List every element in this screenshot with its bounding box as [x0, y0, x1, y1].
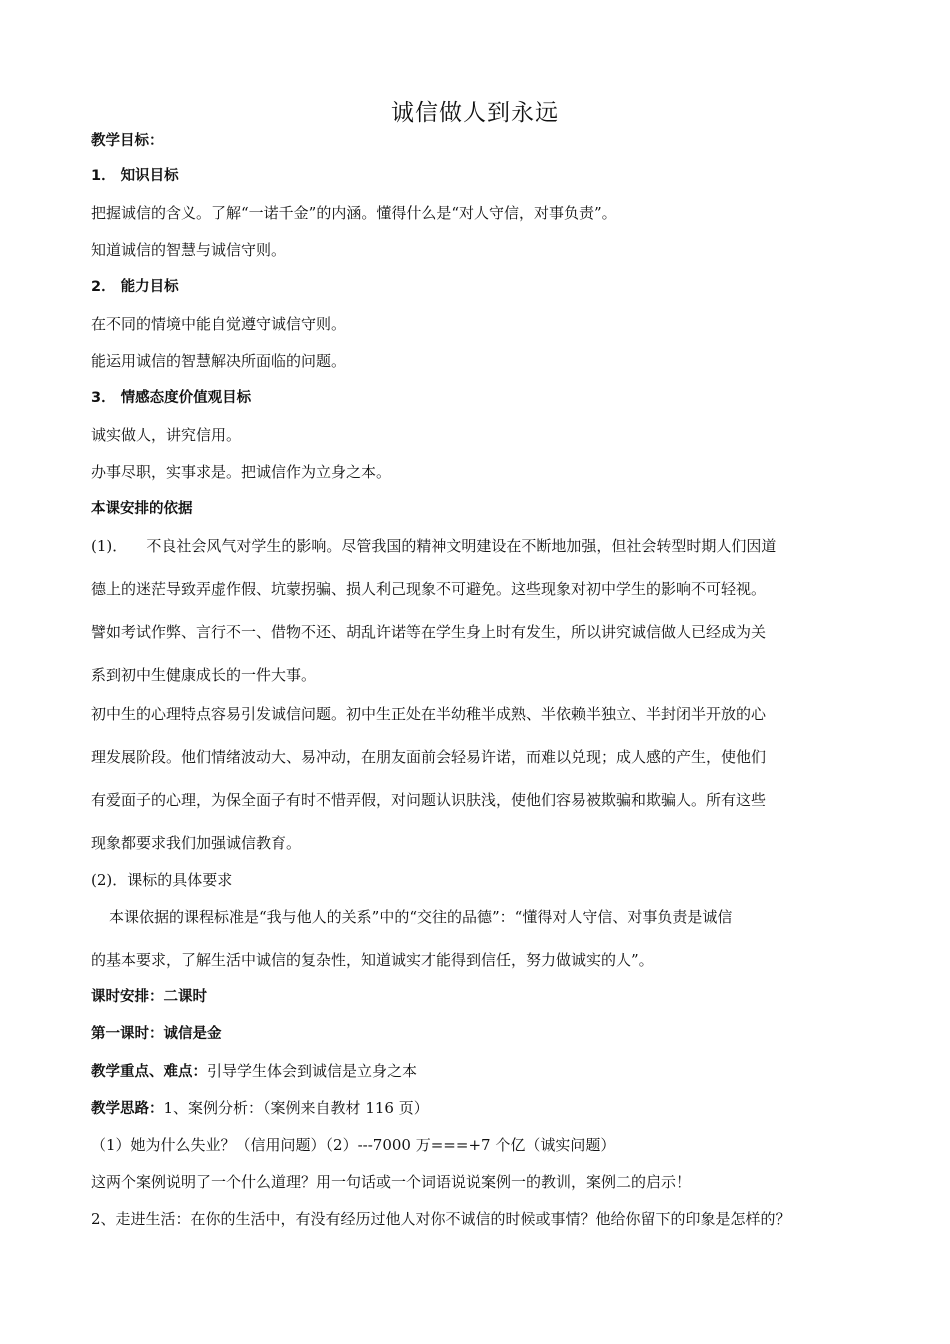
paragraph-line: 系到初中生健康成长的一件大事。: [91, 666, 317, 684]
paragraph-line: 办事尽职，实事求是。把诚信作为立身之本。: [91, 463, 392, 481]
key-points-line: [91, 1060, 881, 1083]
heading-knowledge-goal: 1． 知识目标: [91, 168, 179, 184]
heading-first-lesson: 第一课时：诚信是金: [91, 1026, 222, 1042]
paragraph-line: 德上的迷茫导致弄虚作假、坑蒙拐骗、损人利己现象不可避免。这些现象对初中学生的影响不可轻视。: [91, 580, 767, 598]
paragraph-line: 譬如考试作弊、言行不一、借物不还、胡乱许诺等在学生身上时有发生，所以讲究诚信做人已经成为关: [91, 623, 767, 641]
paragraph-line: 的基本要求，了解生活中诚信的复杂性，知道诚实才能得到信任，努力做诚实的人”。: [91, 951, 654, 969]
heading-teaching-goals: 教学目标：: [91, 133, 164, 149]
paragraph-line: （1）她为什么失业？（信用问题）（2）---7000 万===+7 个亿（诚实问题）: [91, 1136, 616, 1154]
paragraph-line: (1)． 不良社会风气对学生的影响。尽管我国的精神文明建设在不断地加强，但社会转型时期人们因道: [91, 537, 777, 555]
key-points-text: 引导学生体会到诚信是立身之本: [207, 1062, 418, 1080]
key-points-label: 教学重点、难点：: [91, 1064, 207, 1080]
paragraph-line: 把握诚信的含义。了解“一诺千金”的内涵。懂得什么是“对人守信，对事负责”。: [91, 204, 617, 222]
heading-values-goal: 3． 情感态度价值观目标: [91, 390, 252, 406]
paragraph-line: 诚实做人，讲究信用。: [91, 426, 242, 444]
paragraph-line: 这两个案例说明了一个什么道理？用一句话或一个词语说说案例一的教训，案例二的启示！: [91, 1173, 692, 1191]
teaching-idea-line: [91, 1097, 881, 1120]
subheading-curriculum: (2)．课标的具体要求: [91, 871, 233, 889]
document-title: 诚信做人到永远: [391, 100, 559, 126]
paragraph-line: 能运用诚信的智慧解决所面临的问题。: [91, 352, 347, 370]
paragraph-line: 有爱面子的心理，为保全面子有时不惜弄假，对问题认识肤浅，使他们容易被欺骗和欺骗人。所有这些: [91, 791, 767, 809]
paragraph-line: 知道诚信的智慧与诚信守则。: [91, 241, 287, 259]
heading-schedule: 课时安排：二课时: [91, 989, 207, 1005]
teaching-idea-text: 1、案例分析：（案例来自教材 116 页）: [163, 1099, 429, 1117]
paragraph-line: 现象都要求我们加强诚信教育。: [91, 834, 302, 852]
paragraph-line: 2、走进生活：在你的生活中，有没有经历过他人对你不诚信的时候或事情？他给你留下的印象是怎样的？: [91, 1210, 791, 1228]
paragraph-line: 理发展阶段。他们情绪波动大、易冲动，在朋友面前会轻易许诺，而难以兑现；成人感的产生，使他们: [91, 748, 767, 766]
heading-basis: 本课安排的依据: [91, 501, 193, 517]
paragraph-line: 本课依据的课程标准是“我与他人的关系”中的“交往的品德”：“懂得对人守信、对事负责是诚信: [109, 908, 733, 926]
heading-ability-goal: 2． 能力目标: [91, 279, 179, 295]
paragraph-line: 在不同的情境中能自觉遵守诚信守则。: [91, 315, 347, 333]
teaching-idea-label: 教学思路：: [91, 1101, 164, 1117]
paragraph-line: 初中生的心理特点容易引发诚信问题。初中生正处在半幼稚半成熟、半依赖半独立、半封闭半开放的心: [91, 705, 767, 723]
